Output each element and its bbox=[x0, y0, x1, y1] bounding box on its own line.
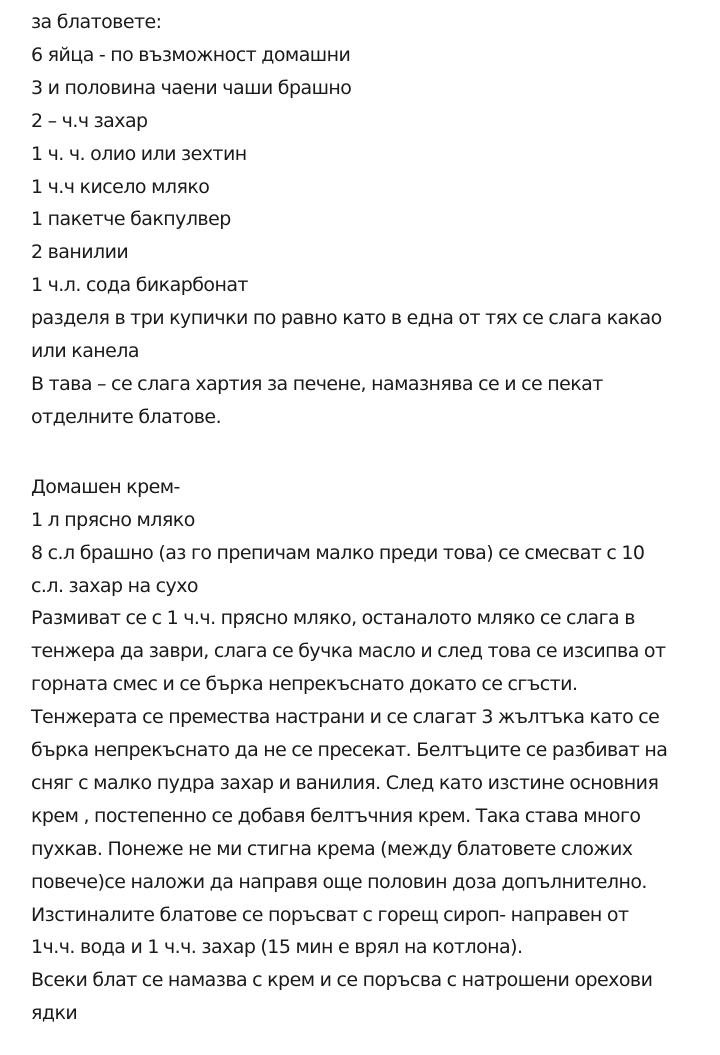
text-line: 3 и половина чаени чаши брашно bbox=[31, 76, 352, 99]
text-line: 1 ч.ч кисело мляко bbox=[31, 175, 210, 198]
text-line: Всеки блат се намазва с крем и се поръсва с натрошени орехови bbox=[31, 969, 653, 992]
text-line: повече)се наложи да направя още половин доза допълнително. bbox=[31, 870, 647, 893]
text-line: Размиват се с 1 ч.ч. прясно мляко, останалото мляко се слага в bbox=[31, 607, 635, 630]
text-line: 2 ванилии bbox=[31, 241, 129, 264]
text-line: разделя в три купички по равно като в една от тях се слага какао bbox=[31, 307, 662, 330]
text-line: ядки bbox=[31, 1002, 78, 1025]
text-line: В тава – се слага хартия за печене, намазнява се и се пекат bbox=[31, 372, 603, 395]
text-line: 8 с.л брашно (аз го препичам малко преди това) се смесват с 10 bbox=[31, 541, 645, 564]
text-line: пухкав. Понеже не ми стигна крема (между блатовете сложих bbox=[31, 837, 633, 860]
recipe-text bbox=[31, 6, 701, 1030]
text-line: с.л. захар на сухо bbox=[31, 574, 199, 597]
cream-heading: Домашен крем- bbox=[31, 475, 180, 498]
text-line: 2 – ч.ч захар bbox=[31, 109, 148, 132]
text-line: или канела bbox=[31, 340, 139, 363]
text-line: сняг с малко пудра захар и ванилия. След като изстине основния bbox=[31, 771, 659, 794]
text-line: 1ч.ч. вода и 1 ч.ч. захар (15 мин е врял на котлона). bbox=[31, 936, 523, 959]
text-line: бърка непрекъснато да не се пресекат. Белтъците се разбиват на bbox=[31, 739, 668, 762]
text-line: 1 пакетче бакпулвер bbox=[31, 208, 231, 231]
text-line: отделните блатове. bbox=[31, 405, 222, 428]
text-line: 6 яйца - по възможност домашни bbox=[31, 43, 351, 66]
cake-layers-heading: за блатовете: bbox=[31, 11, 162, 33]
text-line: 1 ч. ч. олио или зехтин bbox=[31, 142, 247, 165]
paragraph-gap bbox=[31, 434, 701, 471]
text-line: 1 л прясно мляко bbox=[31, 508, 195, 531]
text-line: горната смес и се бърка непрекъснато докато се сгъсти. bbox=[31, 673, 578, 696]
text-line: Изстиналите блатове се поръсват с горещ сироп- направен от bbox=[31, 903, 629, 926]
text-line: Тенжерата се премества настрани и се слагат 3 жълтъка като се bbox=[31, 706, 660, 729]
text-line: тенжера да заври, слага се бучка масло и след това се изсипва от bbox=[31, 640, 666, 663]
text-line: крем , постепенно се добавя белтъчния крем. Така става много bbox=[31, 804, 641, 827]
text-line: 1 ч.л. сода бикарбонат bbox=[31, 274, 248, 297]
